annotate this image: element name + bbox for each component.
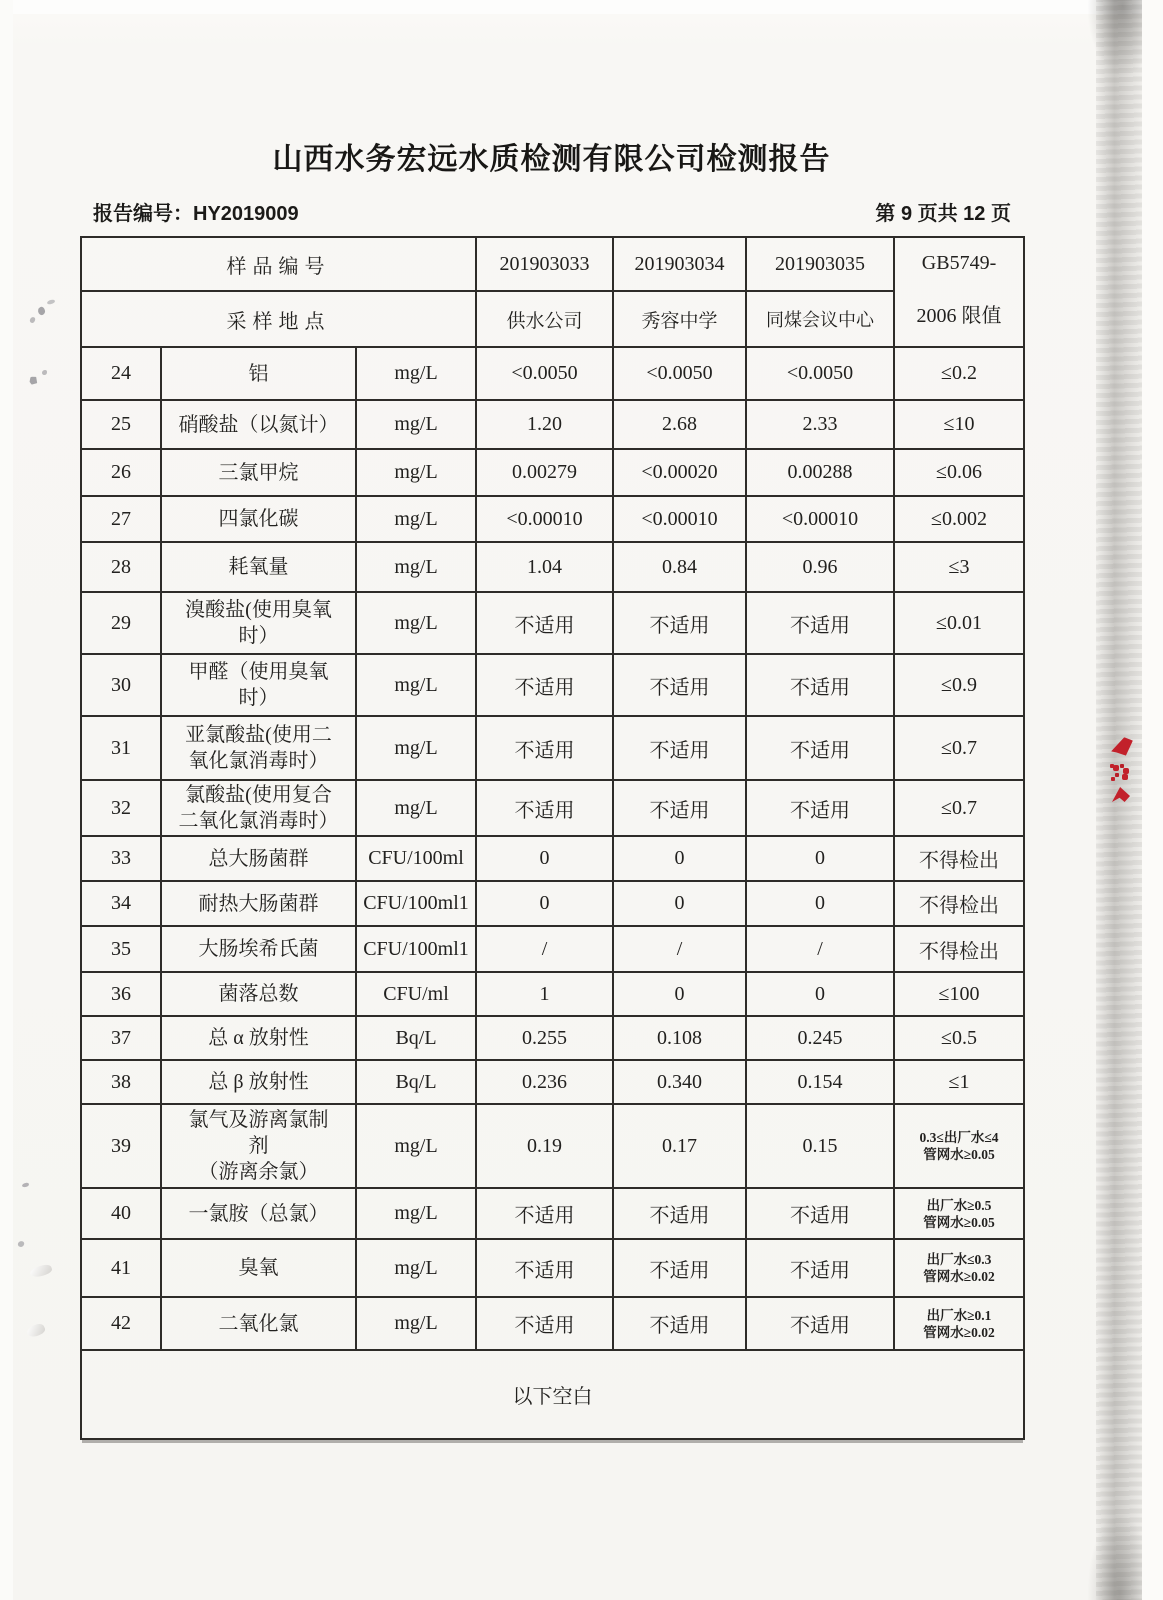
sample-location-cell: 同煤会议中心 bbox=[746, 291, 894, 347]
ink-speck bbox=[17, 1240, 25, 1248]
parameter-name-cell: 三氯甲烷 bbox=[161, 449, 356, 496]
table-row bbox=[81, 496, 1024, 542]
row-number-cell: 29 bbox=[81, 592, 161, 654]
red-stamp-fragment bbox=[1110, 764, 1114, 768]
limit-cell: 不得检出 bbox=[894, 836, 1024, 881]
unit-cell: mg/L bbox=[356, 400, 476, 449]
parameter-name-cell: 亚氯酸盐(使用二 氧化氯消毒时） bbox=[161, 716, 356, 780]
sample-id-cell: 201903033 bbox=[476, 237, 613, 291]
sample-value-cell: 不适用 bbox=[613, 1239, 746, 1297]
sample-value-cell: 0 bbox=[613, 836, 746, 881]
table-row bbox=[81, 542, 1024, 592]
table-row bbox=[81, 881, 1024, 926]
unit-cell: mg/L bbox=[356, 654, 476, 716]
limit-cell: ≤1 bbox=[894, 1060, 1024, 1104]
row-number-cell: 27 bbox=[81, 496, 161, 542]
unit-cell: mg/L bbox=[356, 1104, 476, 1188]
page-indicator: 第 9 页共 12 页 bbox=[875, 203, 1011, 225]
row-number-cell: 30 bbox=[81, 654, 161, 716]
sample-value-cell: / bbox=[476, 926, 613, 972]
sample-value-cell: 0.19 bbox=[476, 1104, 613, 1188]
sample-value-cell: <0.0050 bbox=[746, 347, 894, 400]
parameter-name-cell: 总大肠菌群 bbox=[161, 836, 356, 881]
sample-value-cell: 不适用 bbox=[613, 654, 746, 716]
scan-edge-shadow bbox=[1096, 0, 1142, 1600]
sample-value-cell: 0.15 bbox=[746, 1104, 894, 1188]
sample-value-cell: 不适用 bbox=[476, 716, 613, 780]
unit-cell: mg/L bbox=[356, 780, 476, 836]
sample-value-cell: 0 bbox=[613, 881, 746, 926]
row-number-cell: 39 bbox=[81, 1104, 161, 1188]
sample-value-cell: <0.0050 bbox=[613, 347, 746, 400]
sample-id-cell: 201903034 bbox=[613, 237, 746, 291]
row-number-cell: 25 bbox=[81, 400, 161, 449]
row-number-cell: 38 bbox=[81, 1060, 161, 1104]
row-number-cell: 40 bbox=[81, 1188, 161, 1239]
table-row bbox=[81, 716, 1024, 780]
ink-speck bbox=[37, 306, 47, 316]
parameter-name-cell: 总 α 放射性 bbox=[161, 1016, 356, 1060]
limit-standard-cell bbox=[894, 237, 1024, 347]
sample-value-cell: 不适用 bbox=[476, 1239, 613, 1297]
header-row-sample-ids bbox=[81, 237, 1024, 291]
sample-value-cell: 0.00288 bbox=[746, 449, 894, 496]
limit-cell: ≤0.7 bbox=[894, 716, 1024, 780]
sample-value-cell: 不适用 bbox=[746, 1188, 894, 1239]
sample-value-cell: 不适用 bbox=[613, 716, 746, 780]
report-number bbox=[93, 197, 299, 226]
sample-value-cell: 不适用 bbox=[746, 780, 894, 836]
report-meta bbox=[93, 197, 1011, 226]
limit-cell: 不得检出 bbox=[894, 926, 1024, 972]
limit-cell: ≤0.002 bbox=[894, 496, 1024, 542]
row-number-cell: 31 bbox=[81, 716, 161, 780]
parameter-name-cell: 总 β 放射性 bbox=[161, 1060, 356, 1104]
sample-value-cell: / bbox=[746, 926, 894, 972]
row-number-cell: 36 bbox=[81, 972, 161, 1016]
sample-value-cell: 不适用 bbox=[746, 716, 894, 780]
sample-value-cell: 不适用 bbox=[613, 592, 746, 654]
limit-cell: ≤3 bbox=[894, 542, 1024, 592]
sample-value-cell: <0.00010 bbox=[746, 496, 894, 542]
row-number-cell: 42 bbox=[81, 1297, 161, 1350]
unit-cell: CFU/100ml1 bbox=[356, 926, 476, 972]
parameter-name-cell: 溴酸盐(使用臭氧 时） bbox=[161, 592, 356, 654]
sample-value-cell: 1 bbox=[476, 972, 613, 1016]
limit-cell: ≤0.01 bbox=[894, 592, 1024, 654]
unit-cell: mg/L bbox=[356, 1239, 476, 1297]
sample-value-cell: 不适用 bbox=[746, 1239, 894, 1297]
unit-cell: CFU/ml bbox=[356, 972, 476, 1016]
results-tbody bbox=[81, 347, 1024, 1350]
sample-value-cell: 不适用 bbox=[476, 780, 613, 836]
sample-value-cell: <0.00020 bbox=[613, 449, 746, 496]
sample-location-label-cell: 采样地点 bbox=[81, 291, 476, 347]
parameter-name-cell: 氯气及游离氯制 剂 （游离余氯） bbox=[161, 1104, 356, 1188]
table-row bbox=[81, 1104, 1024, 1188]
sample-value-cell: 不适用 bbox=[476, 1188, 613, 1239]
table-row bbox=[81, 400, 1024, 449]
scan-top-margin bbox=[0, 0, 1163, 14]
limit-standard-line1: GB5749- bbox=[921, 252, 997, 274]
sample-value-cell: 0.17 bbox=[613, 1104, 746, 1188]
footer-row bbox=[81, 1350, 1024, 1439]
ink-speck bbox=[42, 370, 47, 375]
parameter-name-cell: 二氧化氯 bbox=[161, 1297, 356, 1350]
sample-location-cell: 供水公司 bbox=[476, 291, 613, 347]
unit-cell: mg/L bbox=[356, 542, 476, 592]
sample-value-cell: 0.108 bbox=[613, 1016, 746, 1060]
sample-value-cell: 0 bbox=[746, 836, 894, 881]
sample-value-cell: 0 bbox=[476, 836, 613, 881]
sample-value-cell: 0.84 bbox=[613, 542, 746, 592]
parameter-name-cell: 一氯胺（总氯） bbox=[161, 1188, 356, 1239]
sample-value-cell: 0.96 bbox=[746, 542, 894, 592]
limit-standard-line2: 2006 限值 bbox=[916, 305, 1002, 327]
limit-cell: 出厂水≤0.3 管网水≥0.02 bbox=[894, 1239, 1024, 1297]
sample-value-cell: <0.00010 bbox=[613, 496, 746, 542]
parameter-name-cell: 甲醛（使用臭氧 时） bbox=[161, 654, 356, 716]
sample-id-label-cell: 样品编号 bbox=[81, 237, 476, 291]
parameter-name-cell: 硝酸盐（以氮计） bbox=[161, 400, 356, 449]
table-row bbox=[81, 1016, 1024, 1060]
sample-value-cell: 不适用 bbox=[476, 592, 613, 654]
parameter-name-cell: 四氯化碳 bbox=[161, 496, 356, 542]
sample-value-cell: 1.04 bbox=[476, 542, 613, 592]
sample-value-cell: 2.33 bbox=[746, 400, 894, 449]
ink-speck bbox=[29, 316, 35, 323]
table-row bbox=[81, 926, 1024, 972]
ink-speck bbox=[22, 1182, 30, 1187]
row-number-cell: 26 bbox=[81, 449, 161, 496]
table-row bbox=[81, 449, 1024, 496]
parameter-name-cell: 铝 bbox=[161, 347, 356, 400]
sample-value-cell: 0 bbox=[476, 881, 613, 926]
paper-dent bbox=[29, 1263, 53, 1279]
scan-right-margin bbox=[1142, 0, 1163, 1600]
table-row bbox=[81, 972, 1024, 1016]
table-row bbox=[81, 592, 1024, 654]
report-number-label: 报告编号： bbox=[93, 203, 193, 225]
parameter-name-cell: 大肠埃希氏菌 bbox=[161, 926, 356, 972]
sample-id-cell: 201903035 bbox=[746, 237, 894, 291]
sample-value-cell: 0 bbox=[613, 972, 746, 1016]
table-row bbox=[81, 1060, 1024, 1104]
unit-cell: mg/L bbox=[356, 1188, 476, 1239]
table-row bbox=[81, 347, 1024, 400]
sample-value-cell: <0.00010 bbox=[476, 496, 613, 542]
limit-cell: 出厂水≥0.1 管网水≥0.02 bbox=[894, 1297, 1024, 1350]
sample-value-cell: 0 bbox=[746, 881, 894, 926]
unit-cell: mg/L bbox=[356, 496, 476, 542]
below-blank-note: 以下空白 bbox=[81, 1350, 1024, 1439]
table-row bbox=[81, 654, 1024, 716]
sample-location-cell: 秀容中学 bbox=[613, 291, 746, 347]
parameter-name-cell: 臭氧 bbox=[161, 1239, 356, 1297]
sample-value-cell: 0.236 bbox=[476, 1060, 613, 1104]
unit-cell: Bq/L bbox=[356, 1016, 476, 1060]
scan-left-margin bbox=[0, 0, 13, 1600]
sample-value-cell: 不适用 bbox=[476, 654, 613, 716]
limit-cell: 出厂水≥0.5 管网水≥0.05 bbox=[894, 1188, 1024, 1239]
paper-dent bbox=[26, 1322, 47, 1339]
limit-cell: ≤0.7 bbox=[894, 780, 1024, 836]
limit-cell: 不得检出 bbox=[894, 881, 1024, 926]
header-row-locations bbox=[81, 291, 1024, 347]
unit-cell: CFU/100ml1 bbox=[356, 881, 476, 926]
scan-edge-shadow-top bbox=[1088, 0, 1146, 75]
parameter-name-cell: 耗氧量 bbox=[161, 542, 356, 592]
limit-cell: ≤0.9 bbox=[894, 654, 1024, 716]
limit-cell: ≤10 bbox=[894, 400, 1024, 449]
parameter-name-cell: 菌落总数 bbox=[161, 972, 356, 1016]
sample-value-cell: 0.00279 bbox=[476, 449, 613, 496]
parameter-name-cell: 耐热大肠菌群 bbox=[161, 881, 356, 926]
scan-edge-shadow-bottom bbox=[1088, 1515, 1146, 1600]
unit-cell: mg/L bbox=[356, 1297, 476, 1350]
sample-value-cell: 2.68 bbox=[613, 400, 746, 449]
limit-cell: ≤100 bbox=[894, 972, 1024, 1016]
sample-value-cell: 0 bbox=[746, 972, 894, 1016]
limit-cell: ≤0.5 bbox=[894, 1016, 1024, 1060]
unit-cell: mg/L bbox=[356, 716, 476, 780]
sample-value-cell: / bbox=[613, 926, 746, 972]
report-number-value: HY2019009 bbox=[193, 203, 299, 225]
table-row bbox=[81, 1239, 1024, 1297]
sample-value-cell: 0.245 bbox=[746, 1016, 894, 1060]
sample-value-cell: 0.255 bbox=[476, 1016, 613, 1060]
unit-cell: CFU/100ml bbox=[356, 836, 476, 881]
results-table bbox=[80, 236, 1025, 1440]
unit-cell: mg/L bbox=[356, 592, 476, 654]
row-number-cell: 34 bbox=[81, 881, 161, 926]
ink-speck bbox=[47, 299, 56, 305]
sample-value-cell: 不适用 bbox=[746, 654, 894, 716]
limit-cell: 0.3≤出厂水≤4 管网水≥0.05 bbox=[894, 1104, 1024, 1188]
row-number-cell: 37 bbox=[81, 1016, 161, 1060]
table-row bbox=[81, 1297, 1024, 1350]
row-number-cell: 35 bbox=[81, 926, 161, 972]
table-row bbox=[81, 780, 1024, 836]
page-title: 山西水务宏远水质检测有限公司检测报告 bbox=[272, 143, 831, 176]
parameter-name-cell: 氯酸盐(使用复合 二氧化氯消毒时） bbox=[161, 780, 356, 836]
row-number-cell: 33 bbox=[81, 836, 161, 881]
table-row bbox=[81, 1188, 1024, 1239]
sample-value-cell: 不适用 bbox=[613, 1297, 746, 1350]
unit-cell: mg/L bbox=[356, 449, 476, 496]
sample-value-cell: 不适用 bbox=[746, 1297, 894, 1350]
sample-value-cell: 1.20 bbox=[476, 400, 613, 449]
sample-value-cell: 0.340 bbox=[613, 1060, 746, 1104]
table-row bbox=[81, 836, 1024, 881]
sample-value-cell: 0.154 bbox=[746, 1060, 894, 1104]
unit-cell: Bq/L bbox=[356, 1060, 476, 1104]
sample-value-cell: 不适用 bbox=[746, 592, 894, 654]
sample-value-cell: 不适用 bbox=[613, 780, 746, 836]
row-number-cell: 24 bbox=[81, 347, 161, 400]
sample-value-cell: <0.0050 bbox=[476, 347, 613, 400]
row-number-cell: 41 bbox=[81, 1239, 161, 1297]
sample-value-cell: 不适用 bbox=[613, 1188, 746, 1239]
limit-cell: ≤0.06 bbox=[894, 449, 1024, 496]
limit-cell: ≤0.2 bbox=[894, 347, 1024, 400]
unit-cell: mg/L bbox=[356, 347, 476, 400]
sample-value-cell: 不适用 bbox=[476, 1297, 613, 1350]
row-number-cell: 28 bbox=[81, 542, 161, 592]
row-number-cell: 32 bbox=[81, 780, 161, 836]
ink-speck bbox=[27, 374, 39, 386]
